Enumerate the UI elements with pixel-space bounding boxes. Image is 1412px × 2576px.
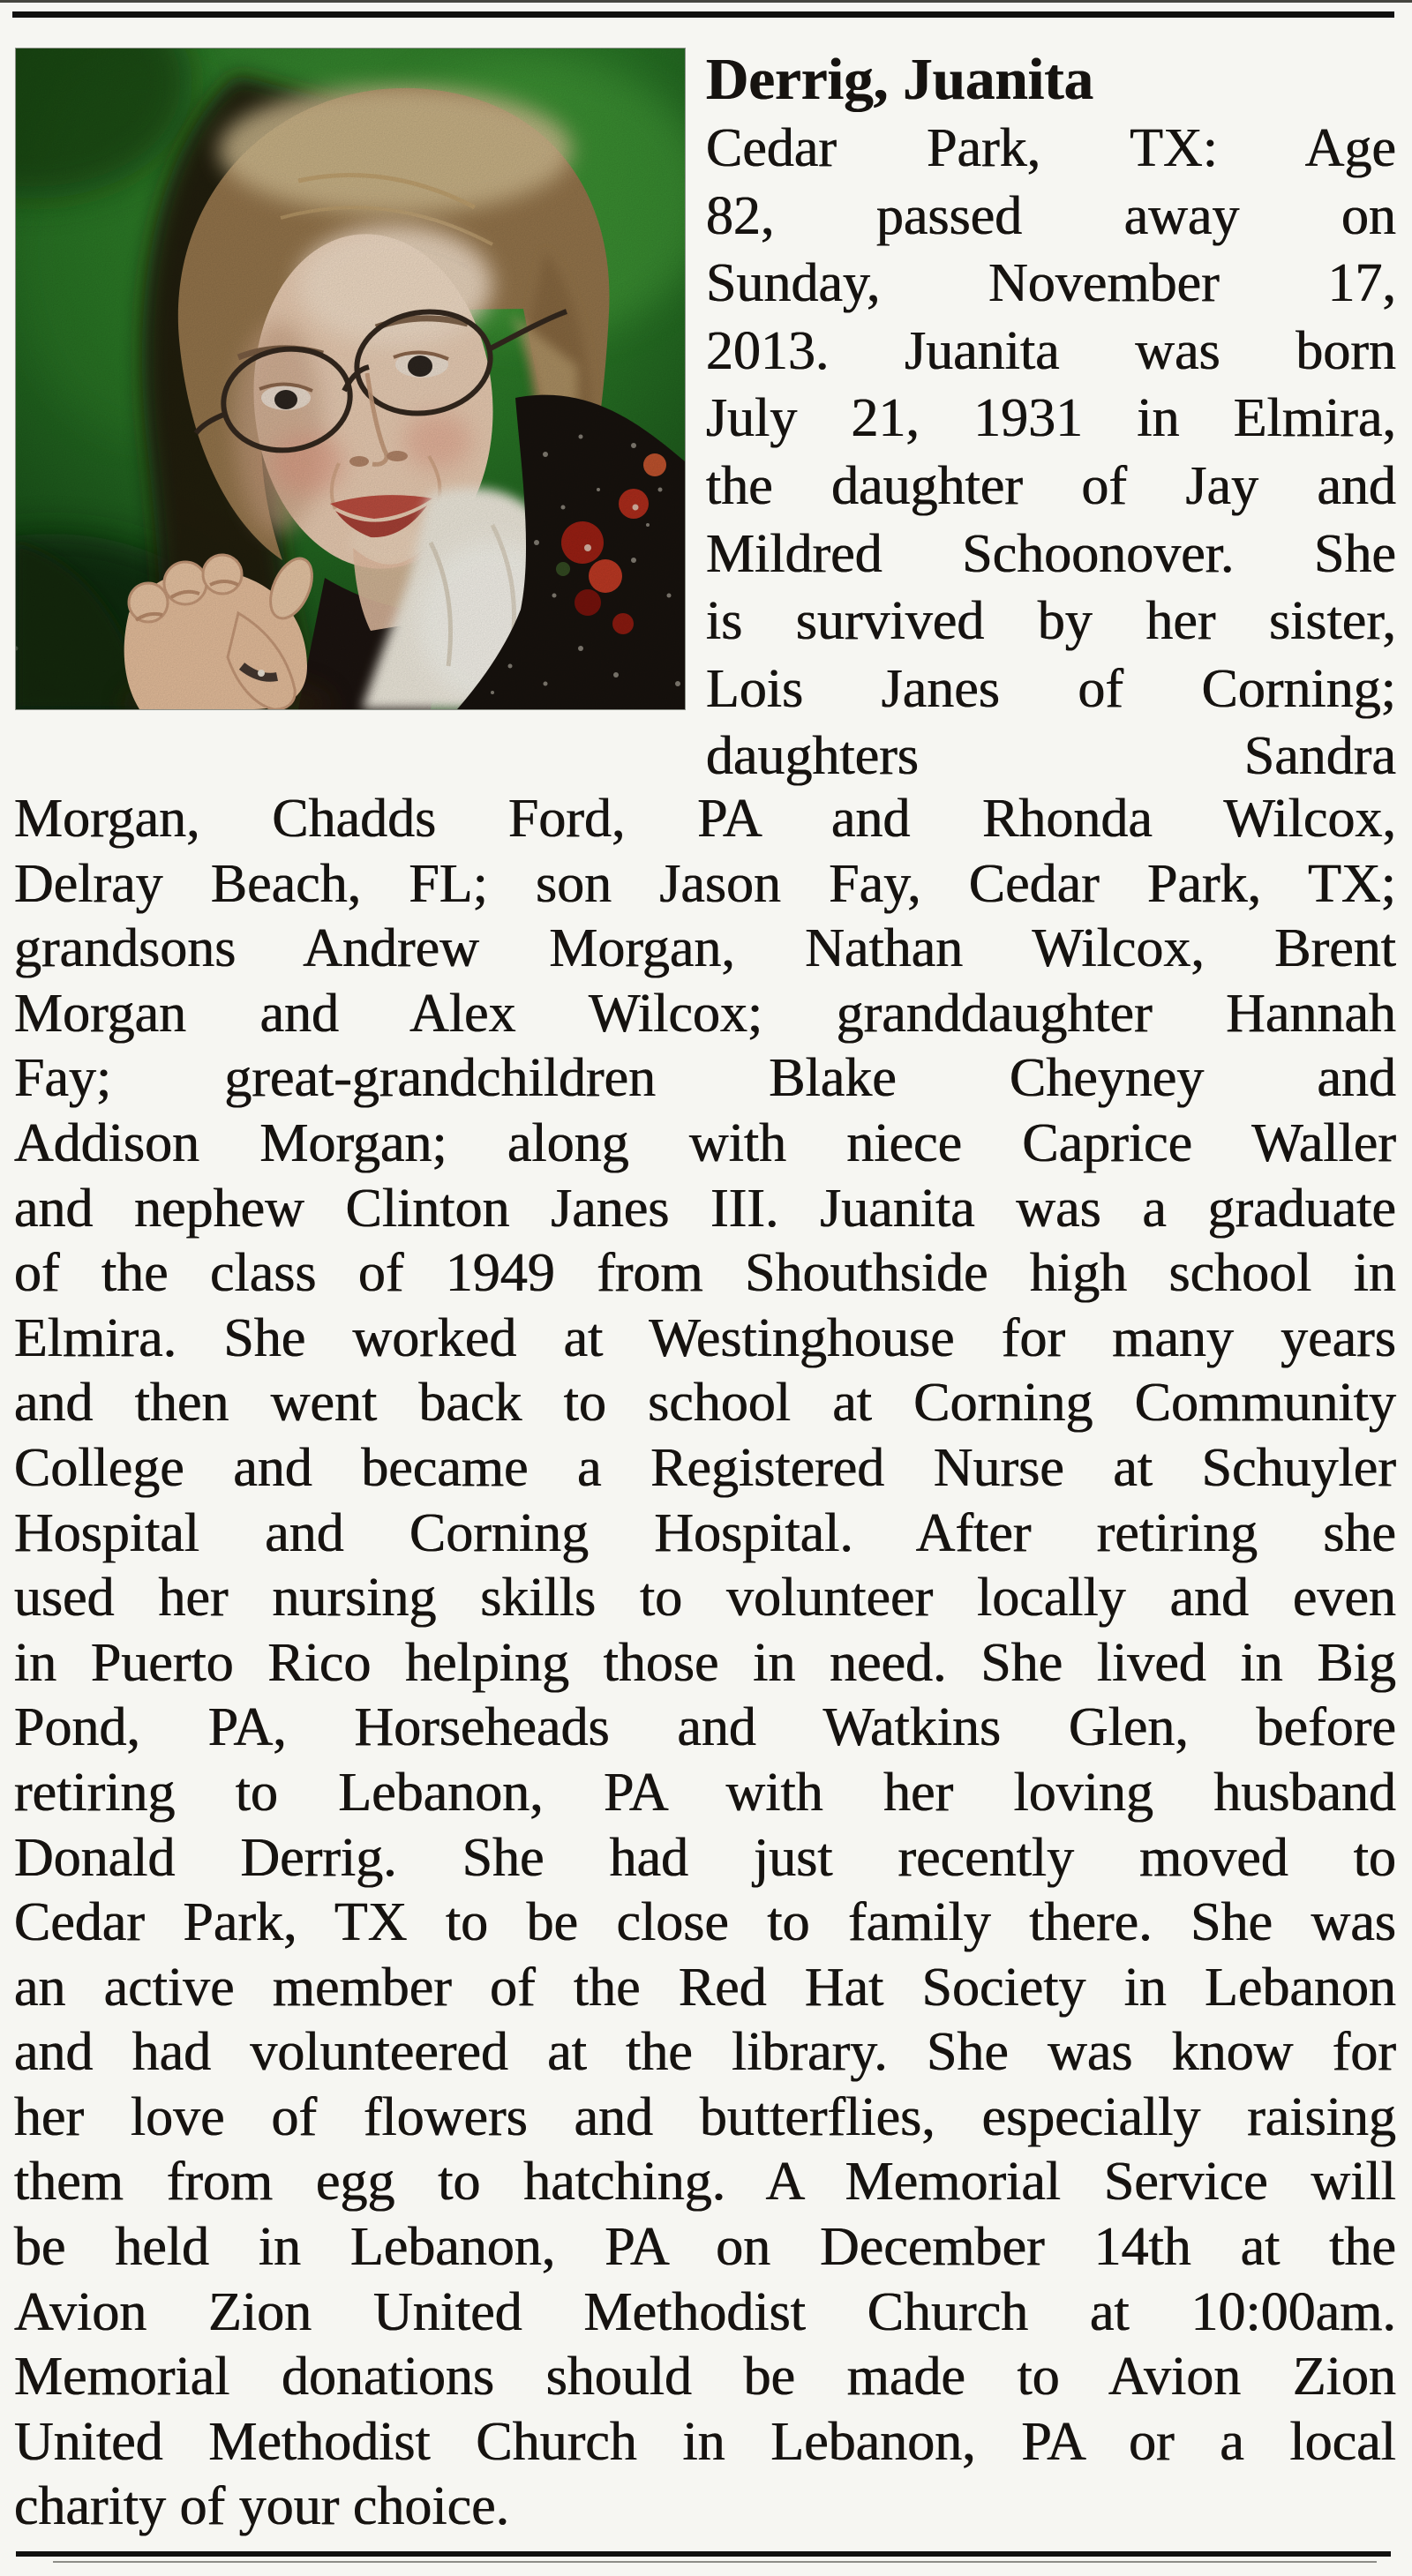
text-line: Addison Morgan; along with niece Caprice Waller	[14, 1112, 1396, 1173]
bottom-edge-rule	[53, 2561, 1377, 2563]
text-line: Morgan, Chadds Ford, PA and Rhonda Wilcox,	[14, 789, 1396, 849]
text-line: Elmira. She worked at Westinghouse for many years	[14, 1307, 1396, 1368]
text-line: and nephew Clinton Janes III. Juanita was a graduate	[14, 1178, 1396, 1239]
text-line: daughters Sandra	[706, 726, 1396, 787]
text-line: Hospital and Corning Hospital. After retiring she	[14, 1502, 1396, 1563]
text-line: July 21, 1931 in Elmira,	[706, 388, 1396, 449]
text-line: Lois Janes of Corning;	[706, 658, 1396, 719]
text-line: Avion Zion United Methodist Church at 10:00am.	[14, 2281, 1396, 2342]
full-width-text-block	[14, 787, 1396, 2540]
text-line: 82, passed away on	[706, 185, 1396, 246]
text-line: is survived by her sister,	[706, 591, 1396, 652]
text-line: an active member of the Red Hat Society in Lebanon	[14, 1957, 1396, 2018]
text-line: Delray Beach, FL; son Jason Fay, Cedar Park, TX;	[14, 853, 1396, 914]
text-line: grandsons Andrew Morgan, Nathan Wilcox, Brent	[14, 918, 1396, 979]
text-line: Cedar Park, TX: Age	[706, 118, 1396, 178]
portrait-photo	[16, 49, 685, 709]
text-line: charity of your choice.	[14, 2476, 510, 2537]
top-edge-rule	[0, 0, 1412, 3]
text-line: retiring to Lebanon, PA with her loving husband	[14, 1762, 1396, 1823]
deceased-name: Derrig, Juanita	[706, 47, 1094, 112]
text-line: Memorial donations should be made to Avion Zion	[14, 2347, 1396, 2408]
top-rule	[12, 11, 1394, 18]
column-text-block	[706, 115, 1396, 790]
text-line: of the class of 1949 from Shouthside high school in	[14, 1243, 1396, 1304]
text-line: Morgan and Alex Wilcox; granddaughter Hannah	[14, 983, 1396, 1044]
text-line: and then went back to school at Corning Community	[14, 1373, 1396, 1434]
text-line: the daughter of Jay and	[706, 455, 1396, 516]
text-line: College and became a Registered Nurse at Schuyler	[14, 1437, 1396, 1498]
text-line: be held in Lebanon, PA on December 14th at the	[14, 2217, 1396, 2278]
bottom-rule	[16, 2551, 1391, 2557]
text-line: Fay; great-grandchildren Blake Cheyney and	[14, 1048, 1396, 1109]
text-line: Donald Derrig. She had just recently moved to	[14, 1827, 1396, 1888]
text-line: 2013. Juanita was born	[706, 320, 1396, 381]
text-line: Sunday, November 17,	[706, 253, 1396, 314]
text-line: her love of flowers and butterflies, especially raising	[14, 2086, 1396, 2147]
text-line: them from egg to hatching. A Memorial Service will	[14, 2152, 1396, 2213]
text-line: Pond, PA, Horseheads and Watkins Glen, before	[14, 1697, 1396, 1758]
text-line: Mildred Schoonover. She	[706, 523, 1396, 584]
text-line: in Puerto Rico helping those in need. She lived in Big	[14, 1632, 1396, 1693]
portrait-illustration	[16, 49, 685, 709]
text-line: used her nursing skills to volunteer locally and even	[14, 1568, 1396, 1629]
text-line: United Methodist Church in Lebanon, PA or a local	[14, 2411, 1396, 2472]
text-line: and had volunteered at the library. She was know for	[14, 2022, 1396, 2083]
text-line: Cedar Park, TX to be close to family there. She was	[14, 1892, 1396, 1953]
